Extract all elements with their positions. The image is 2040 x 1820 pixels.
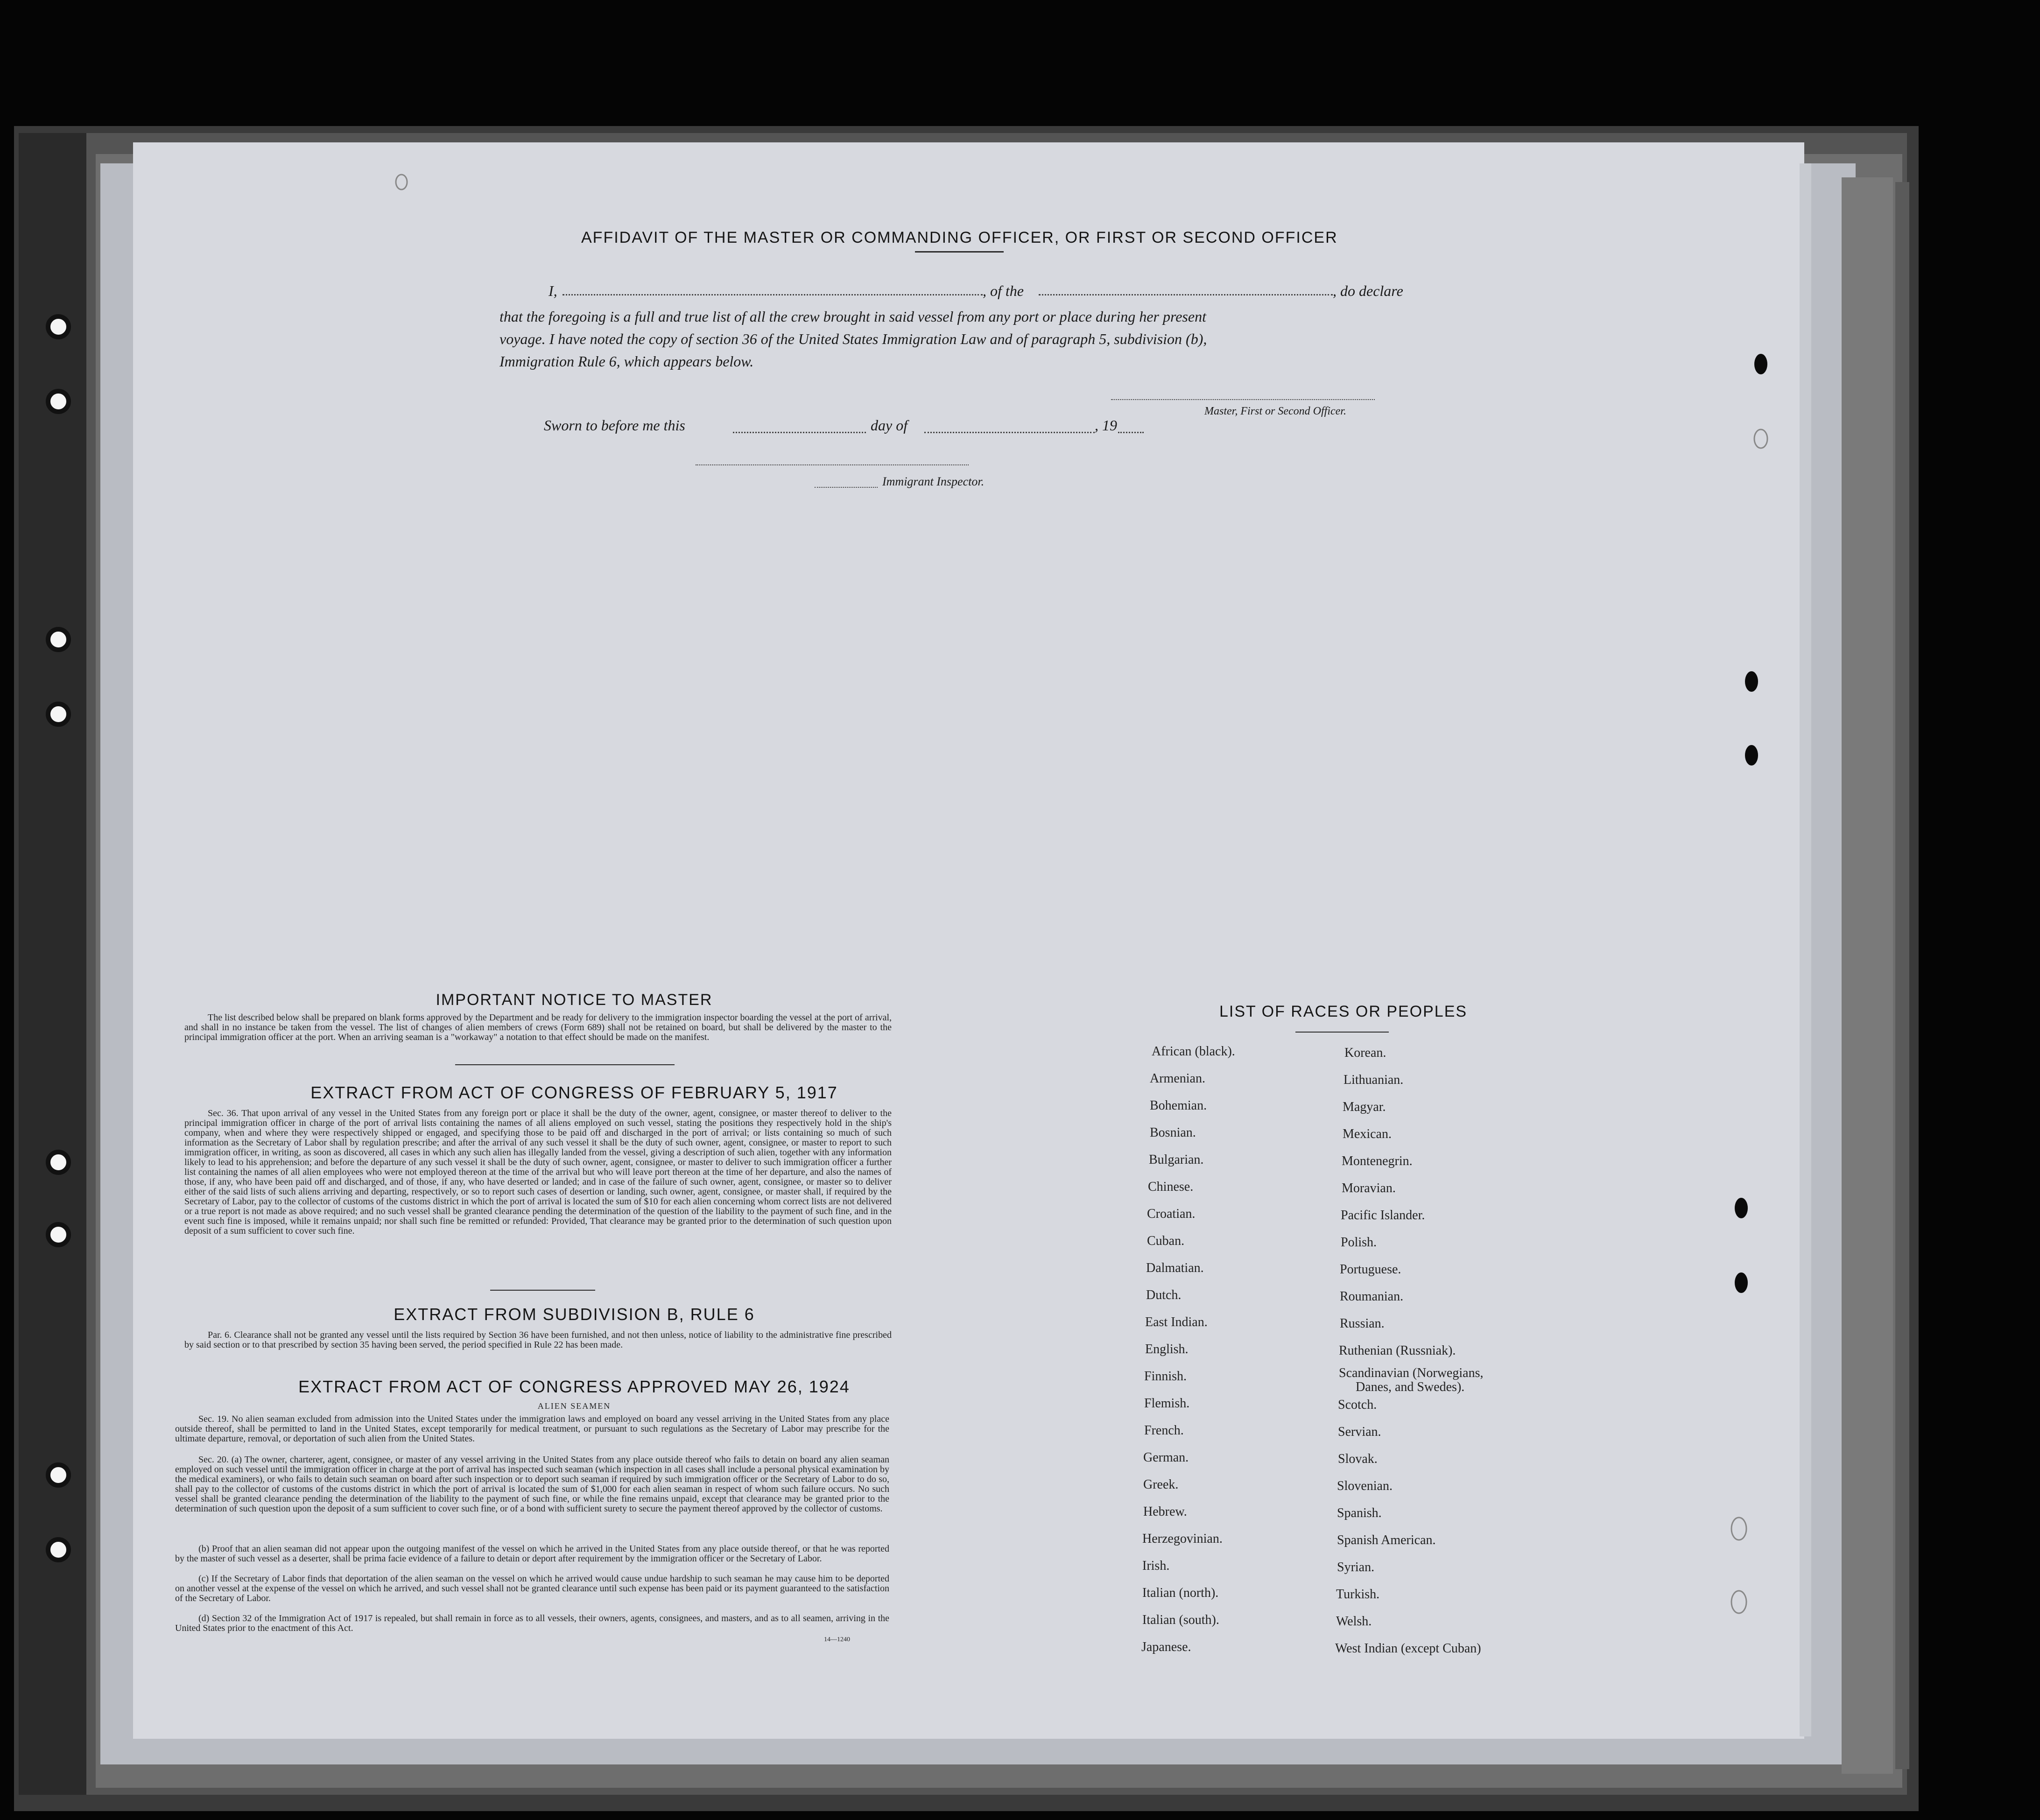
race-item: Magyar.	[1343, 1100, 1386, 1114]
extract-1924-sec20d: (d) Section 32 of the Immigration Act of 1917 is repealed, but shall remain in force as to all vessels, their owners, agents, consignees, and masters, and as to all seamen, arriving in the United States prior to the enactment of this Act.	[175, 1613, 889, 1633]
notice-body: The list described below shall be prepared on blank forms approved by the Department and be ready for delivery to the immigration inspector boarding the vessel at the port of arrival, and shall in no instance be taken from the vessel. The list of changes of alien members of crews (Form 689) shall not be retained on board, but shall be delivered by the master to the principal immigration officer at the port. When an arriving seaman is a "workaway" a notation to that effect should be made on the manifest.	[184, 1012, 892, 1042]
race-item: Syrian.	[1337, 1560, 1375, 1574]
race-item: Welsh.	[1336, 1614, 1372, 1629]
race-item: Croatian.	[1147, 1207, 1196, 1221]
race-item: Spanish American.	[1337, 1533, 1436, 1547]
sworn-prefix: Sworn to before me this	[544, 417, 685, 434]
race-item: Japanese.	[1141, 1640, 1191, 1654]
race-item: German.	[1143, 1450, 1189, 1465]
race-item: Slovenian.	[1337, 1479, 1393, 1493]
race-item: Montenegrin.	[1342, 1154, 1413, 1168]
race-item: Bohemian.	[1150, 1098, 1207, 1113]
affidavit-line-4: Immigration Rule 6, which appears below.	[499, 353, 754, 370]
race-item: Roumanian.	[1340, 1289, 1404, 1304]
race-item: Flemish.	[1144, 1396, 1190, 1411]
race-item: Servian.	[1338, 1425, 1381, 1439]
race-item: Scandinavian (Norwegians,	[1339, 1366, 1484, 1380]
race-item: Hebrew.	[1143, 1504, 1187, 1519]
inspector-signature-line	[696, 464, 969, 465]
race-item: Dutch.	[1146, 1288, 1182, 1302]
affidavit-of-the: , of the	[983, 282, 1024, 299]
race-item: Ruthenian (Russniak).	[1339, 1343, 1456, 1358]
race-item: Finnish.	[1144, 1369, 1187, 1384]
race-item: Korean.	[1344, 1046, 1386, 1060]
affidavit-i: I,	[549, 282, 557, 299]
master-signature-line	[1111, 399, 1375, 400]
race-item: Pacific Islander.	[1341, 1208, 1425, 1223]
extract-rule6-body: Par. 6. Clearance shall not be granted any vessel until the lists required by Section 36 have been furnished, and not then unless, notice of liability to the administrative fine prescribed by said section or to that prescribed by section 35 having been served, the period specified in Rule 22 has been made.	[184, 1330, 892, 1350]
affidavit-title: AFFIDAVIT OF THE MASTER OR COMMANDING OFFICER, OR FIRST OR SECOND OFFICER	[581, 229, 1338, 246]
race-item: Danes, and Swedes).	[1356, 1380, 1465, 1394]
race-item: Armenian.	[1150, 1071, 1205, 1086]
extract-1924-sec20a: Sec. 20. (a) The owner, charterer, agent, consignee, or master of any vessel arriving in the United States from any place outside thereof who fails to detain on board any alien seaman employed on such vessel until the immigration officer in charge at the port of arrival has inspected such seaman (which inspection in all cases shall include a personal physical examination by the medical examiners), or who fails to detain such seaman on board after such inspection or to deport such seaman if required by such immigration officer or the Secretary of Labor to do so, shall pay to the collector of customs of the customs district in which the port of arrival is located the sum of $1,000 for each alien seaman in respect of whom such failure occurs. No such vessel shall be granted clearance pending the determination of the liability to the payment of such fine, or while the fine remains unpaid, except that clearance may be granted prior to the determination of such question upon the deposit of a sum sufficient to cover such fine, or of a bond with sufficient surety to secure the payment thereof approved by the collector of customs.	[175, 1455, 889, 1514]
race-item: Greek.	[1143, 1477, 1179, 1492]
extract-1924-sec19: Sec. 19. No alien seaman excluded from admission into the United States under the immigration laws and employed on board any vessel arriving in the United States from any place outside thereof, shall be permitted to land in the United States, except temporarily for medical treatment, or pursuant to such regulations as the Secretary of Labor may prescribe for the ultimate departure, removal, or deportation of such alien from the United States.	[175, 1414, 889, 1444]
affidavit-line-2: that the foregoing is a full and true list of all the crew brought in said vessel from any port or place during her present	[499, 308, 1206, 325]
extract-1924-title: EXTRACT FROM ACT OF CONGRESS APPROVED MAY 26, 1924	[298, 1377, 850, 1396]
race-item: Italian (north).	[1142, 1586, 1219, 1600]
form-number: 14—1240	[824, 1636, 850, 1643]
extract-1917-body: Sec. 36. That upon arrival of any vessel in the United States from any foreign port or place it shall be the duty of the owner, agent, consignee, or master thereof to deliver to the principal immigration officer in charge of the port of arrival lists containing the names of all aliens employed on such vessel, stating the positions they respectively hold in the ship's company, when and where they were respectively shipped or engaged, and specifying those to be paid off and discharged in the port of arrival; or lists containing so much of such information as the Secretary of Labor shall by regulation prescribe; and after the arrival of any such vessel it shall be the duty of such owner, agent, consignee, or master to report to such immigration officer, in writing, as soon as discovered, all cases in which any such alien has illegally landed from the vessel, giving a description of such alien, together with any information likely to lead to his apprehension; and before the departure of any such vessel it shall be the duty of such owner, agent, consignee, or master to deliver to such immigration officer a further list containing the names of all alien employees who were not employed thereon at the time of the arrival but who will leave port thereon at the time of her departure, and also the names of those, if any, who have been paid off and discharged, and of those, if any, who have deserted or landed; and in case of the failure of such owner, agent, consignee, or master so to deliver either of the said lists of such aliens arriving and departing, respectively, or so to report such cases of desertion or landing, such owner, agent, consignee, or master shall, if required by the Secretary of Labor, pay to the collector of customs of the customs district in which the port of arrival is located the sum of $10 for each alien concerning whom correct lists are not delivered or a true report is not made as above required; and no such vessel shall be granted clearance pending the determination of the question of the liability to the payment of such fine, and in the event such fine is imposed, while it remains unpaid; nor shall such fine be remitted or refunded: Provided, That clearance may be granted prior to the determination of such question upon deposit of a sum sufficient to cover such fine.	[184, 1108, 892, 1236]
race-item: Mexican.	[1343, 1127, 1392, 1141]
sworn-year: , 19	[1095, 417, 1117, 434]
inspector-label: Immigrant Inspector.	[882, 475, 985, 488]
race-item: Lithuanian.	[1344, 1073, 1404, 1087]
race-item: Chinese.	[1148, 1180, 1194, 1194]
race-item: Polish.	[1341, 1235, 1377, 1250]
race-item: Dalmatian.	[1146, 1261, 1204, 1275]
extract-1917-title: EXTRACT FROM ACT OF CONGRESS OF FEBRUARY 5, 1917	[310, 1083, 838, 1102]
race-item: French.	[1144, 1423, 1184, 1438]
race-item: Herzegovinian.	[1142, 1532, 1223, 1546]
race-item: East Indian.	[1145, 1315, 1208, 1329]
race-item: Portuguese.	[1340, 1262, 1401, 1277]
races-title: LIST OF RACES OR PEOPLES	[1219, 1003, 1468, 1020]
race-item: Bosnian.	[1150, 1125, 1196, 1140]
race-item: Cuban.	[1147, 1234, 1185, 1248]
race-item: West Indian (except Cuban)	[1335, 1641, 1481, 1656]
extract-1924-sec20b: (b) Proof that an alien seaman did not appear upon the outgoing manifest of the vessel on which he arrived in the United States from any place outside thereof, or that he was reported by the master of such vessel as a deserter, shall be prima facie evidence of a failure to detain or deport after requirement by the immigration officer or the Secretary of Labor.	[175, 1544, 889, 1564]
extract-rule6-title: EXTRACT FROM SUBDIVISION B, RULE 6	[394, 1305, 755, 1324]
race-item: Irish.	[1142, 1559, 1170, 1573]
race-item: African (black).	[1152, 1044, 1235, 1059]
race-item: Scotch.	[1338, 1398, 1377, 1412]
affidavit-line-3: voyage. I have noted the copy of section 36 of the United States Immigration Law and of paragraph 5, subdivision (b),	[499, 330, 1207, 347]
race-item: Moravian.	[1342, 1181, 1396, 1195]
affidavit-do-declare: , do declare	[1333, 282, 1403, 299]
race-item: Slovak.	[1338, 1452, 1378, 1466]
extract-1924-sec20c: (c) If the Secretary of Labor finds that deportation of the alien seaman on the vessel on which he arrived would cause undue hardship to such seaman he may cause him to be deported on another vessel at the expense of the vessel on which he arrived, and such vessel shall not be granted clearance until such expense has been paid or its payment guaranteed to the satisfaction of the Secretary of Labor.	[175, 1574, 889, 1603]
race-item: Turkish.	[1336, 1587, 1380, 1602]
sworn-day-of: day of	[871, 417, 908, 434]
race-item: Italian (south).	[1142, 1613, 1219, 1627]
race-item: Russian.	[1340, 1316, 1385, 1331]
race-item: Spanish.	[1337, 1506, 1382, 1520]
extract-1924-subtitle: ALIEN SEAMEN	[537, 1401, 611, 1411]
race-item: Bulgarian.	[1149, 1152, 1204, 1167]
race-item: English.	[1145, 1342, 1189, 1356]
notice-title: IMPORTANT NOTICE TO MASTER	[436, 991, 713, 1009]
master-signature-label: Master, First or Second Officer.	[1204, 405, 1346, 417]
